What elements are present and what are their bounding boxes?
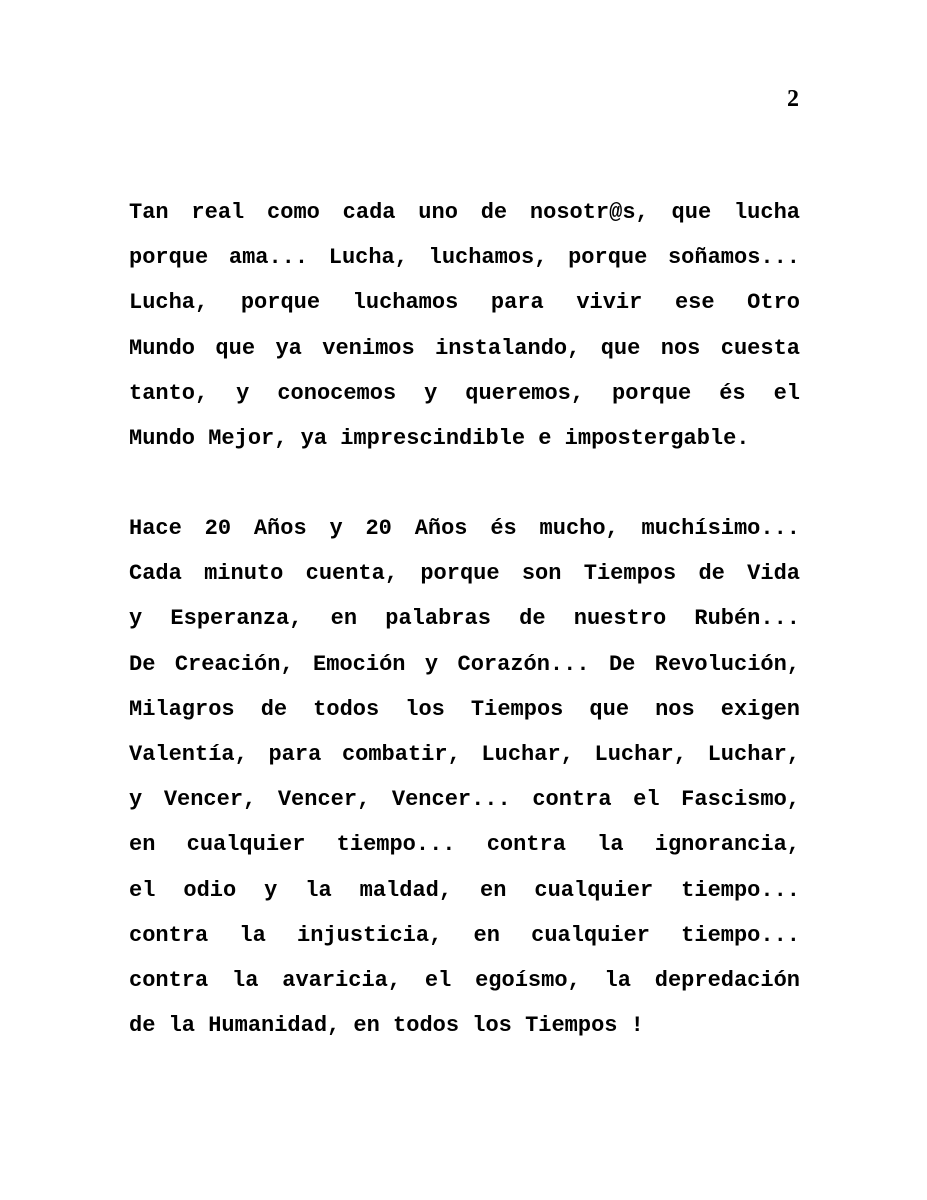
text-line: tanto, y conocemos y queremos, porque és el [129, 380, 800, 406]
text-line: en cualquier tiempo... contra la ignorancia, [129, 832, 800, 858]
page-number: 2 [787, 86, 799, 112]
text-line: Tan real como cada uno de nosotr@s, que lucha [129, 200, 800, 225]
text-line: contra la injusticia, en cualquier tiempo... [129, 922, 800, 948]
text-line: Cada minuto cuenta, porque son Tiempos de Vida [129, 561, 800, 587]
text-line: Mundo Mejor, ya imprescindible e impostergable. [129, 425, 750, 451]
text-line: de la Humanidad, en todos los Tiempos ! [129, 1013, 644, 1039]
text-line: porque ama... Lucha, luchamos, porque soñamos... [129, 245, 800, 271]
text-line: Milagros de todos los Tiempos que nos exigen [129, 696, 800, 722]
text-line: Mundo que ya venimos instalando, que nos cuesta [129, 335, 800, 361]
paragraph-1 [129, 190, 800, 461]
text-line: y Esperanza, en palabras de nuestro Rubén... [129, 606, 800, 632]
text-line: Hace 20 Años y 20 Años és mucho, muchísimo... [129, 516, 800, 541]
text-line: Valentía, para combatir, Luchar, Luchar, Luchar, [129, 741, 800, 767]
text-line: Lucha, porque luchamos para vivir ese Otro [129, 290, 800, 316]
text-line: De Creación, Emoción y Corazón... De Revolución, [129, 651, 800, 677]
text-line: el odio y la maldad, en cualquier tiempo... [129, 877, 800, 903]
text-line: contra la avaricia, el egoísmo, la depredación [129, 967, 800, 993]
text-line: y Vencer, Vencer, Vencer... contra el Fascismo, [129, 787, 800, 813]
paragraph-2 [129, 506, 800, 1048]
